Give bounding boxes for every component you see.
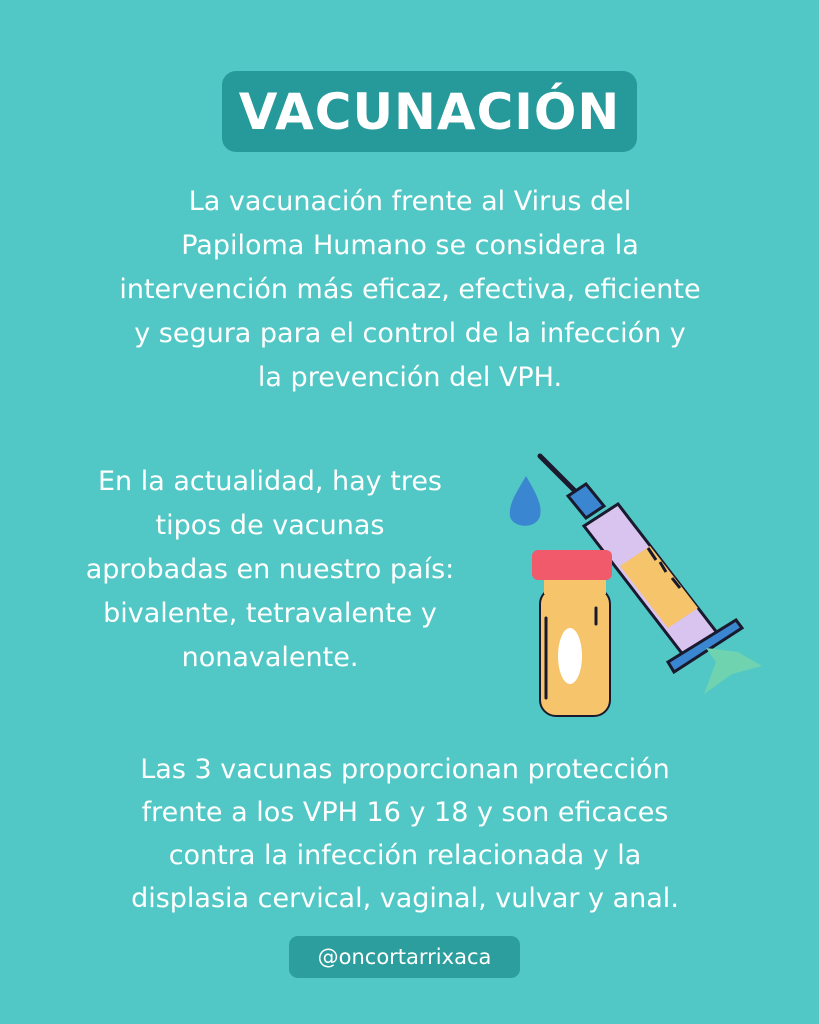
protection-paragraph [55,748,755,920]
text-line: displasia cervical, vaginal, vulvar y anal. [131,883,679,914]
page-title: VACUNACIÓN [238,82,621,141]
text-line: aprobadas en nuestro país: [85,554,455,585]
text-line: frente a los VPH 16 y 18 y son eficaces [141,797,669,828]
vaccine-types-paragraph [40,460,500,680]
intro-paragraph [60,180,760,400]
text-line: tipos de vacunas [155,510,385,541]
text-line: La vacunación frente al Virus del [188,186,632,217]
text-line: la prevención del VPH. [257,362,563,393]
text-line: y segura para el control de la infección y [134,318,686,349]
vaccine-illustration [500,448,780,728]
droplet-icon [510,476,541,526]
text-line: Las 3 vacunas proporcionan protección [140,754,670,785]
social-handle-badge [289,936,520,978]
text-line: En la actualidad, hay tres [98,466,442,497]
vaccine-vial-icon [532,550,612,716]
text-line: nonavalente. [181,642,359,673]
text-line: contra la infección relacionada y la [168,840,642,871]
title-badge [222,71,637,152]
social-handle: @oncortarrixaca [317,945,492,969]
text-line: bivalente, tetravalente y [103,598,437,629]
text-line: Papiloma Humano se considera la [181,230,639,261]
text-line: intervención más eficaz, efectiva, eficiente [119,274,701,305]
